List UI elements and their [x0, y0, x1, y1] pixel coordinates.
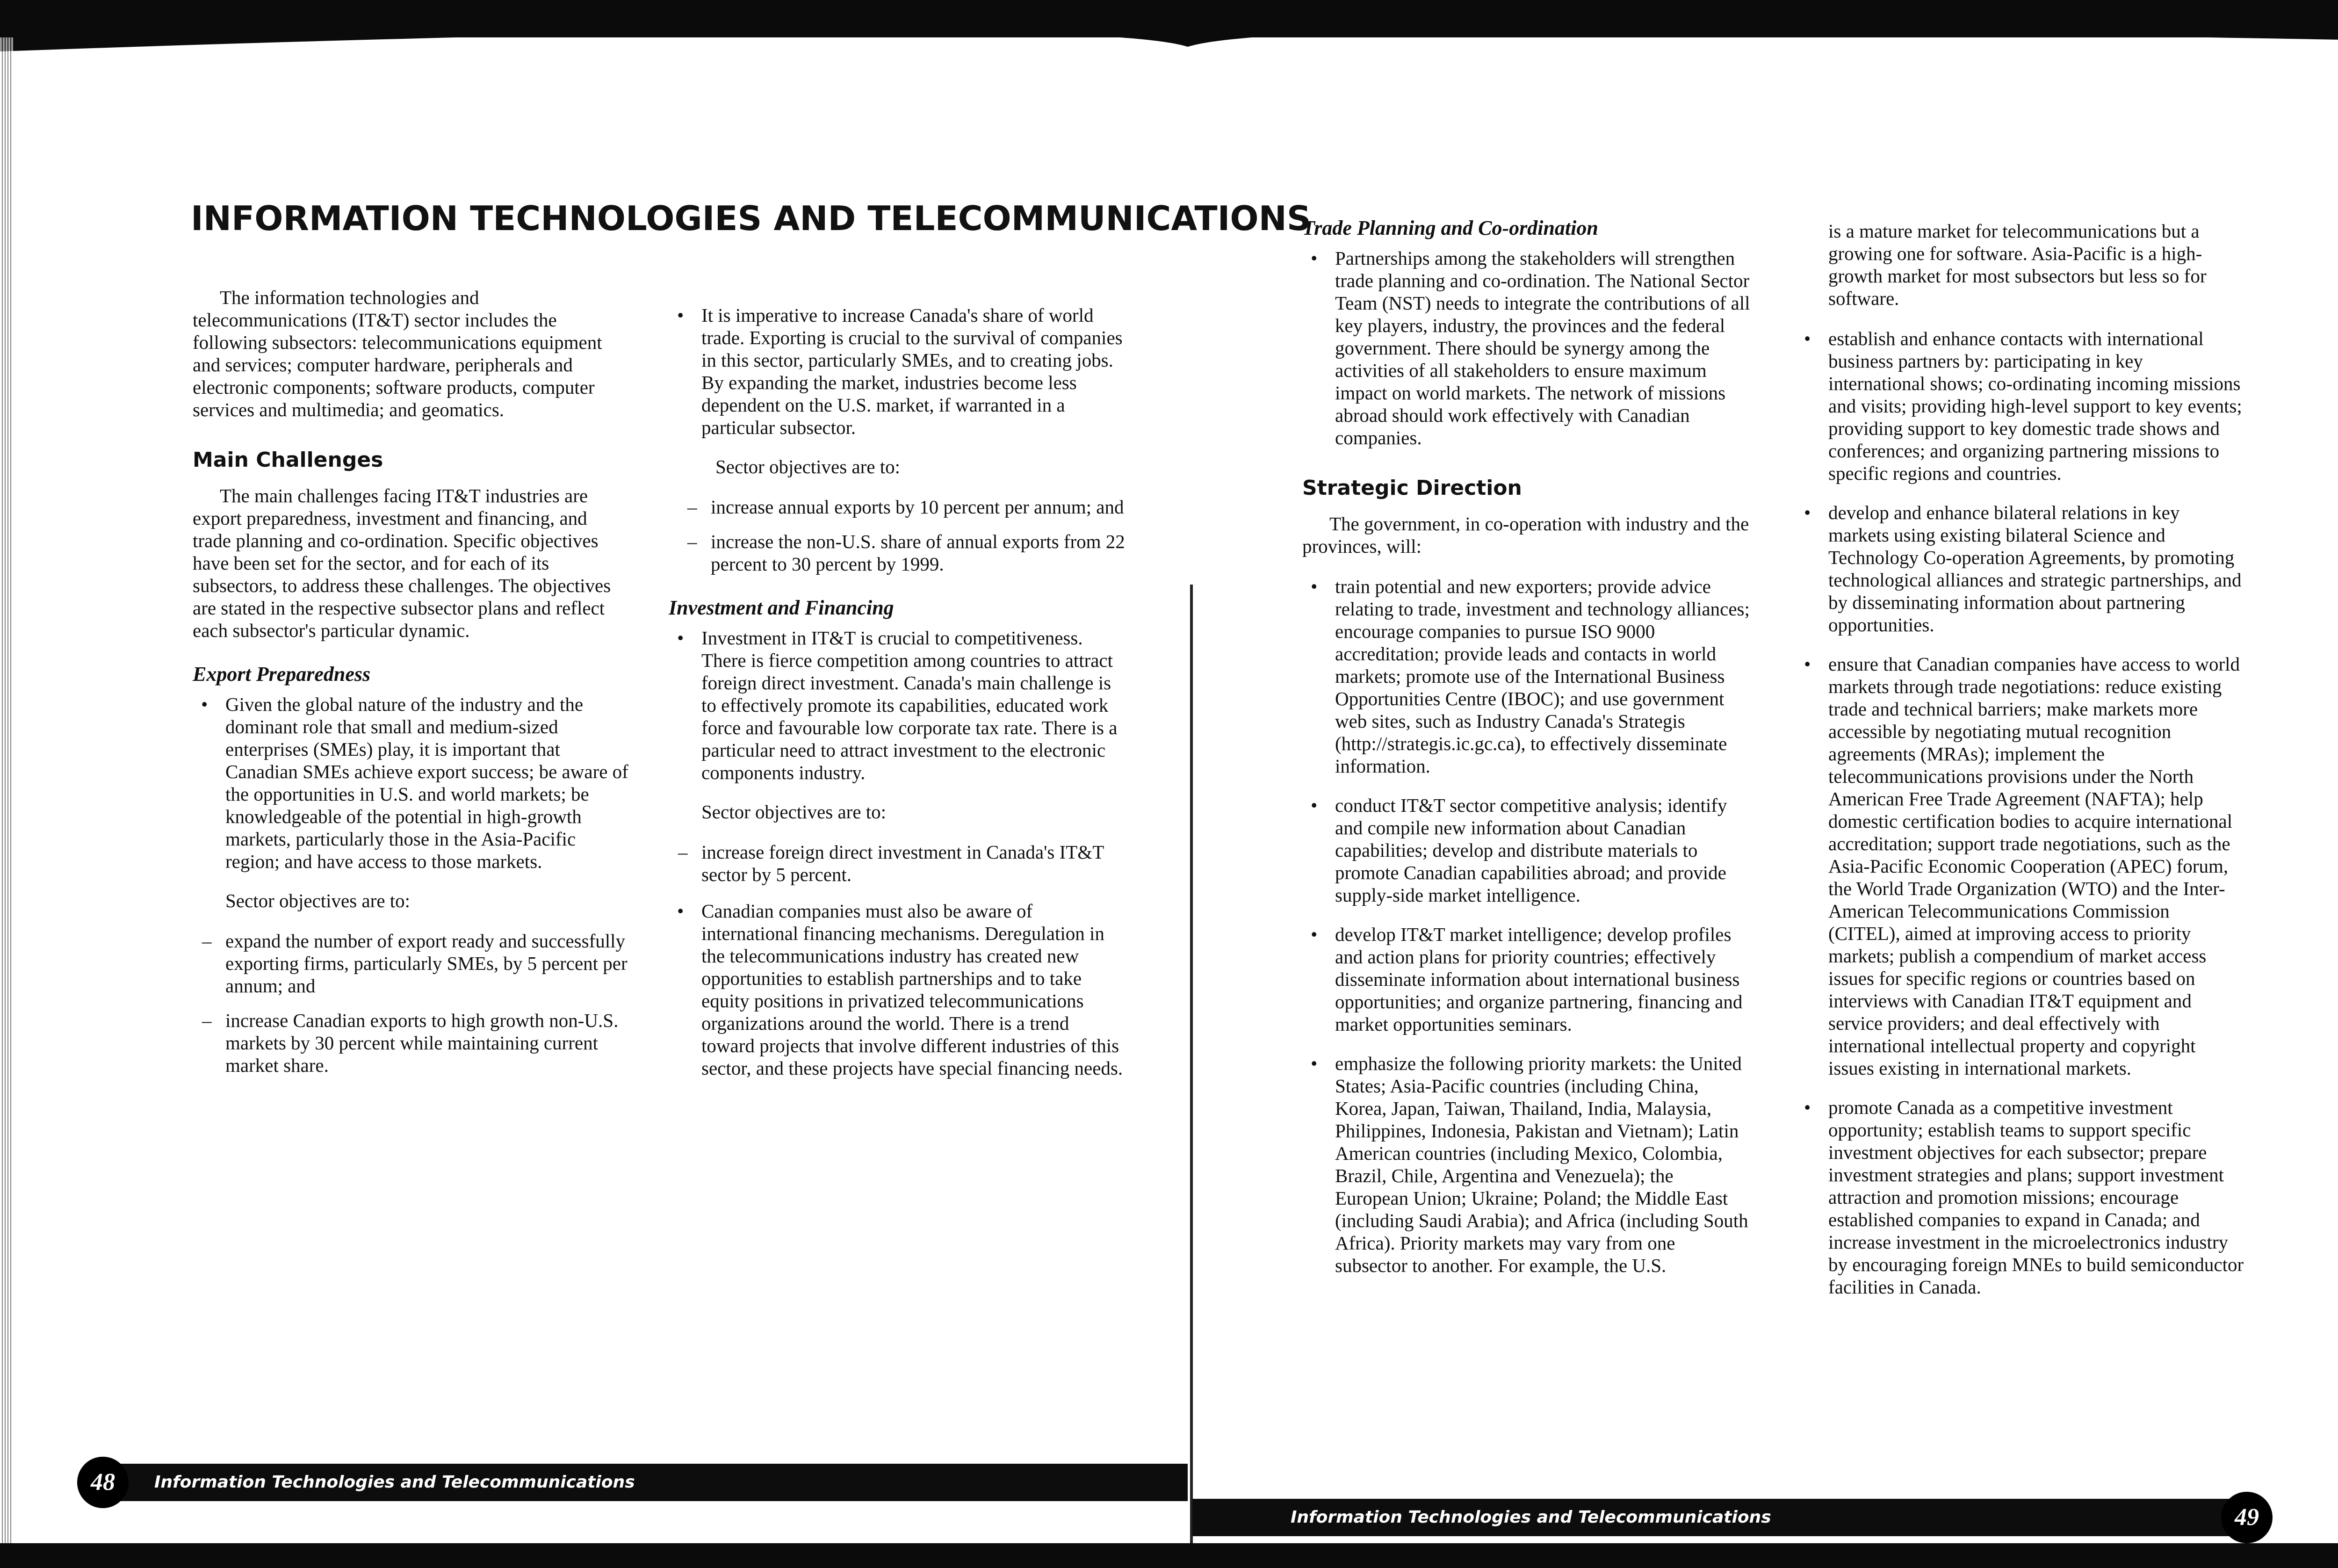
- list-item: • train potential and new exporters; provide advice relating to trade, investment and technology alliances; encourage companies to pursue ISO 9000 accreditation; provide leads and contacts in world markets; promote use of the International Business Opportunities Centre (IBOC); and use government web sites, such as Industry Canada's Strategis (http://strategis.ic.gc.ca), to effectively disseminate information.: [1302, 575, 1751, 777]
- list-item: • promote Canada as a competitive investment opportunity; establish teams to support specific investment objectives for each subsector; prepare investment strategies and plans; support investment attraction and promotion missions; encourage established companies to expand in Canada; and increase investment in the microelectronics industry by encouraging foreign MNEs to build semiconductor facilities in Canada.: [1796, 1096, 2244, 1298]
- list-item: • Given the global nature of the industry and the dominant role that small and medium-sized enterprises (SMEs) play, it is important that Canadian SMEs achieve export success; be aware of the opportunities in U.S. and world markets; be knowledgeable of the potential in high-growth markets, particularly those in the Asia-Pacific region; and have access to those markets.: [193, 693, 630, 873]
- list-item: – increase annual exports by 10 percent per annum; and: [669, 496, 1127, 518]
- list-item: • emphasize the following priority markets: the United States; Asia-Pacific countries (including China, Korea, Japan, Taiwan, Thailand, India, Malaysia, Philippines, Indonesia, Pakistan and Vietnam); Latin American countries (including Mexico, Colombia, Brazil, Chile, Argentina and Venezuela); the European Union; Ukraine; Poland; the Middle East (including Saudi Arabia); and Africa (including South Africa). Priority markets may vary from one subsector to another. For example, the U.S.: [1302, 1052, 1751, 1277]
- list-item: • develop and enhance bilateral relations in key markets using existing bilateral Science and Technology Co-operation Agreements, by promoting technological alliances and strategic partnerships, and by disseminating information about partnering opportunities.: [1796, 501, 2244, 636]
- footer-right-text: Information Technologies and Telecommunications: [1291, 1508, 1771, 1527]
- list-item: – expand the number of export ready and successfully exporting firms, particularly SMEs, by 5 percent per annum; and: [193, 930, 630, 997]
- page-title: INFORMATION TECHNOLOGIES AND TELECOMMUNICATIONS: [191, 199, 1311, 238]
- trade-objectives: [669, 496, 1127, 575]
- investment-financing-heading: Investment and Financing: [669, 596, 894, 619]
- trade-share-bullets: [669, 304, 1127, 439]
- export-preparedness-heading: Export Preparedness: [193, 663, 371, 686]
- column-1: [193, 286, 630, 1091]
- list-item: – increase the non-U.S. share of annual exports from 22 percent to 30 percent by 1999.: [669, 530, 1127, 575]
- scan-left-edge: [0, 37, 13, 1543]
- column-4: [1796, 220, 2244, 1315]
- scan-bottom-border: [0, 1543, 2338, 1568]
- page-gutter: [1190, 585, 1193, 1543]
- footer-left: [117, 1464, 1188, 1501]
- financing-bullets: [669, 900, 1127, 1079]
- objectives-label: Sector objectives are to:: [225, 890, 411, 911]
- list-item: • conduct IT&T sector competitive analysis; identify and compile new information about Canadian capabilities; develop and distribute materials to promote Canadian capabilities abroad; and provide supply-side market intelligence.: [1302, 794, 1751, 906]
- list-item: • Partnerships among the stakeholders will strengthen trade planning and co-ordination. The National Sector Team (NST) needs to integrate the contributions of all key players, industry, the provinces and the federal government. There should be synergy among the activities of all stakeholders to ensure maximum impact on world markets. The network of missions abroad should work effectively with Canadian companies.: [1302, 247, 1751, 449]
- list-item: • Canadian companies must also be aware of international financing mechanisms. Deregulation in the telecommunications industry has created new opportunities to establish partnerships and to take equity positions in privatized telecommunications organizations around the world. There is a trend toward projects that involve different industries of this sector, and these projects have special financing needs.: [669, 900, 1127, 1079]
- objectives-label: Sector objectives are to:: [715, 456, 901, 477]
- investment-objectives: [669, 841, 1127, 886]
- list-item: – increase foreign direct investment in Canada's IT&T sector by 5 percent.: [669, 841, 1127, 886]
- footer-left-text: Information Technologies and Telecommunications: [154, 1473, 635, 1492]
- list-item: • It is imperative to increase Canada's share of world trade. Exporting is crucial to the survival of companies in this sector, particularly SMEs, and to creating jobs. By expanding the market, industries become less dependent on the U.S. market, if warranted in a particular subsector.: [669, 304, 1127, 439]
- scan-page-curl: [0, 19, 2338, 70]
- page-number-left: 48: [77, 1457, 129, 1508]
- list-item: • establish and enhance contacts with international business partners by: participating in key international shows; co-ordinating incoming missions and visits; providing high-level support to key events; providing support to key domestic trade shows and conferences; and organizing partnering missions to specific regions and countries.: [1796, 327, 2244, 484]
- column-2: [669, 304, 1127, 1096]
- objectives-label: Sector objectives are to:: [701, 801, 887, 823]
- list-item: • Investment in IT&T is crucial to competitiveness. There is fierce competition among countries to attract foreign direct investment. Canada's main challenge is to effectively promote its capabilities, educated work force and favourable low corporate tax rate. There is a particular need to attract investment to the electronic components industry.: [669, 627, 1127, 784]
- list-item: • ensure that Canadian companies have access to world markets through trade negotiations: reduce existing trade and technical barriers; make markets more accessible by negotiating mutual recognition agreements (MRAs); implement the telecommunications provisions under the North American Free Trade Agreement (NAFTA); help domestic certification bodies to acquire international accreditation; support trade negotiations, such as the Asia-Pacific Economic Cooperation (APEC) forum, the World Trade Organization (WTO) and the Inter-American Telecommunications Commission (CITEL), aimed at improving access to priority markets; publish a compendium of market access issues for specific regions or countries based on interviews with Canadian IT&T equipment and service providers; and deal effectively with international intellectual property and copyright issues existing in international markets.: [1796, 653, 2244, 1079]
- export-objectives: [193, 930, 630, 1077]
- list-item: – increase Canadian exports to high growth non-U.S. markets by 30 percent while maintaining current market share.: [193, 1009, 630, 1077]
- strategic-bullets-continued: [1796, 327, 2244, 1298]
- intro-paragraph: The information technologies and telecommunications (IT&T) sector includes the following subsectors: telecommunications equipment and services; computer hardware, peripherals and electronic components; software products, computer services and multimedia; and geomatics.: [193, 287, 602, 420]
- export-bullets: [193, 693, 630, 873]
- trade-planning-bullets: [1302, 247, 1751, 449]
- column-3: [1302, 216, 1751, 1293]
- footer-right: [1192, 1499, 2240, 1536]
- main-challenges-heading: Main Challenges: [193, 448, 383, 472]
- continued-paragraph: is a mature market for telecommunications but a growing one for software. Asia-Pacific is a high-growth market for most subsectors but less so for software.: [1828, 220, 2207, 309]
- trade-planning-heading: Trade Planning and Co-ordination: [1302, 217, 1598, 239]
- page-number-right: 49: [2221, 1492, 2273, 1543]
- main-challenges-paragraph: The main challenges facing IT&T industries are export preparedness, investment and financing, and trade planning and co-ordination. Specific objectives have been set for the sector, and for each of its subsectors, to address these challenges. The objectives are stated in the respective subsector plans and reflect each subsector's particular dynamic.: [193, 485, 611, 641]
- strategic-intro: The government, in co-operation with industry and the provinces, will:: [1302, 513, 1749, 557]
- list-item: • develop IT&T market intelligence; develop profiles and action plans for priority countries; effectively disseminate information about international business opportunities; and organize partnering, financing and market opportunities seminars.: [1302, 923, 1751, 1035]
- investment-bullets: [669, 627, 1127, 784]
- strategic-direction-heading: Strategic Direction: [1302, 476, 1522, 500]
- strategic-bullets: [1302, 575, 1751, 1277]
